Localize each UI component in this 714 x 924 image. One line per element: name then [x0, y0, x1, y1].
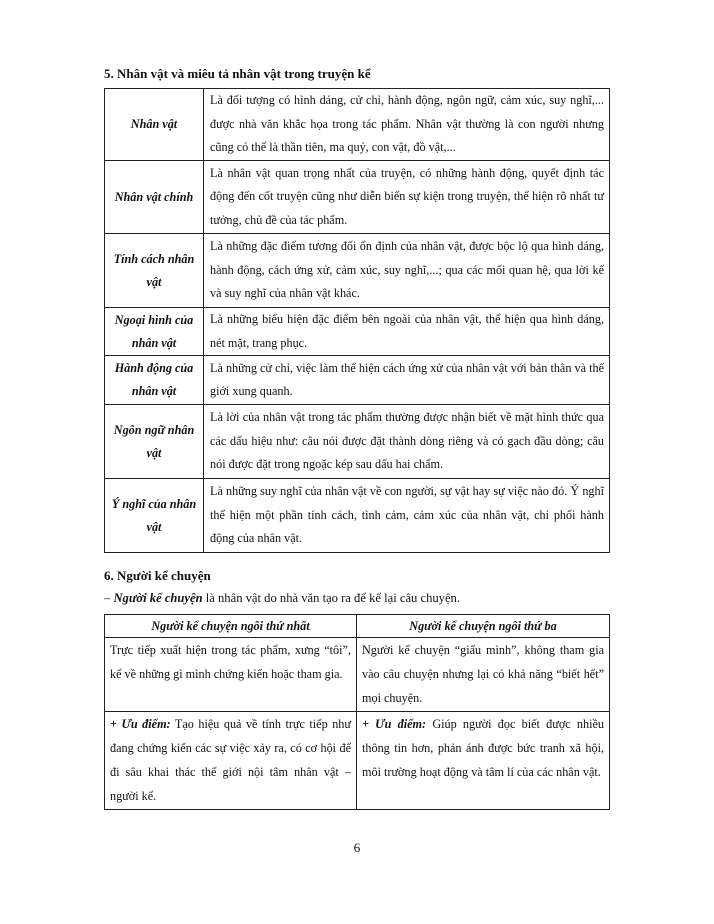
term-cell: Ngôn ngữ nhân vật [105, 405, 204, 479]
table-row [105, 89, 610, 161]
definition-cell: Là những đặc điểm tương đối ổn định của nhân vật, được bộc lộ qua hình dáng, hành động, cách ứng xử, cảm xúc, suy nghĩ,...; qua các mối quan hệ, qua lời kể và suy nghĩ của nhân vật khác. [204, 234, 610, 308]
table-row [105, 405, 610, 479]
section-6-heading: 6. Người kể chuyện [104, 568, 211, 583]
first-person-description: Trực tiếp xuất hiện trong tác phẩm, xưng “tôi”, kể về những gì mình chứng kiến hoặc tham gia. [105, 638, 357, 712]
advantage-label: + Ưu điểm: [362, 717, 427, 731]
term-cell: Tính cách nhân vật [105, 234, 204, 308]
table-row [105, 234, 610, 308]
term-cell: Nhân vật [105, 89, 204, 161]
term-cell: Ngoại hình của nhân vật [105, 308, 204, 356]
definition-cell: Là những suy nghĩ của nhân vật về con người, sự vật hay sự việc nào đó. Ý nghĩ thể hiện một phần tính cách, tình cảm, cảm xúc của nhân vật, chi phối hành động của nhân vật. [204, 479, 610, 553]
intro-dash: – [104, 591, 114, 605]
first-person-advantage [105, 712, 357, 810]
advantage-label: + Ưu điểm: [110, 717, 171, 731]
definition-cell: Là đối tượng có hình dáng, cử chỉ, hành động, ngôn ngữ, cảm xúc, suy nghĩ,... được nhà văn khắc họa trong tác phẩm. Nhân vật thường là con người nhưng cũng có thể là thần tiên, ma quỷ, con vật, đồ vật,... [204, 89, 610, 161]
intro-term: Người kể chuyện [113, 591, 203, 605]
first-person-header: Người kể chuyện ngôi thứ nhất [105, 615, 357, 638]
definition-cell: Là lời của nhân vật trong tác phẩm thường được nhận biết về mặt hình thức qua các dấu hiệu như: câu nói được đặt thành dòng riêng và có gạch đầu dòng; câu nói được đặt trong ngoặc kép sau dấu hai chấm. [204, 405, 610, 479]
page-number: 6 [353, 840, 361, 855]
term-cell: Ý nghĩ của nhân vật [105, 479, 204, 553]
advantage-text: Giúp người đọc biết được nhiều thông tin hơn, phản ánh được bức tranh xã hội, môi trường hoạt động và tâm lí của các nhân vật. [362, 717, 604, 779]
table-row [105, 308, 610, 356]
term-cell: Hành động của nhân vật [105, 356, 204, 405]
third-person-description: Người kể chuyện “giấu mình”, không tham gia vào câu chuyện nhưng lại có khả năng “biết hết” mọi chuyện. [357, 638, 610, 712]
table-row [105, 638, 610, 712]
table-header-row [105, 615, 610, 638]
term-cell: Nhân vật chính [105, 161, 204, 234]
narrator-table [104, 614, 610, 810]
section-5-heading: 5. Nhân vật và miêu tả nhân vật trong truyện kể [104, 66, 371, 81]
table-row [105, 161, 610, 234]
table-row [105, 712, 610, 810]
third-person-advantage [357, 712, 610, 810]
character-table [104, 88, 610, 553]
advantage-text: Tạo hiệu quả về tính trực tiếp như đang chứng kiến các sự việc xảy ra, có cơ hội để đi sâu khai thác thế giới nội tâm nhân vật – người kể. [110, 717, 351, 803]
definition-cell: Là những biểu hiện đặc điểm bên ngoài của nhân vật, thể hiện qua hình dáng, nét mặt, trang phục. [204, 308, 610, 356]
definition-cell: Là nhân vật quan trọng nhất của truyện, có những hành động, quyết định tác động đến cốt truyện cũng như diễn biến sự kiện trong truyện, thể hiện rõ nhất tư tưởng, chủ đề của tác phẩm. [204, 161, 610, 234]
narrator-intro [104, 591, 460, 606]
third-person-header: Người kể chuyện ngôi thứ ba [357, 615, 610, 638]
definition-cell: Là những cử chỉ, việc làm thể hiện cách ứng xử của nhân vật với bản thân và thế giới xung quanh. [204, 356, 610, 405]
table-row [105, 479, 610, 553]
table-row [105, 356, 610, 405]
intro-text: là nhân vật do nhà văn tạo ra để kể lại câu chuyện. [202, 591, 460, 605]
